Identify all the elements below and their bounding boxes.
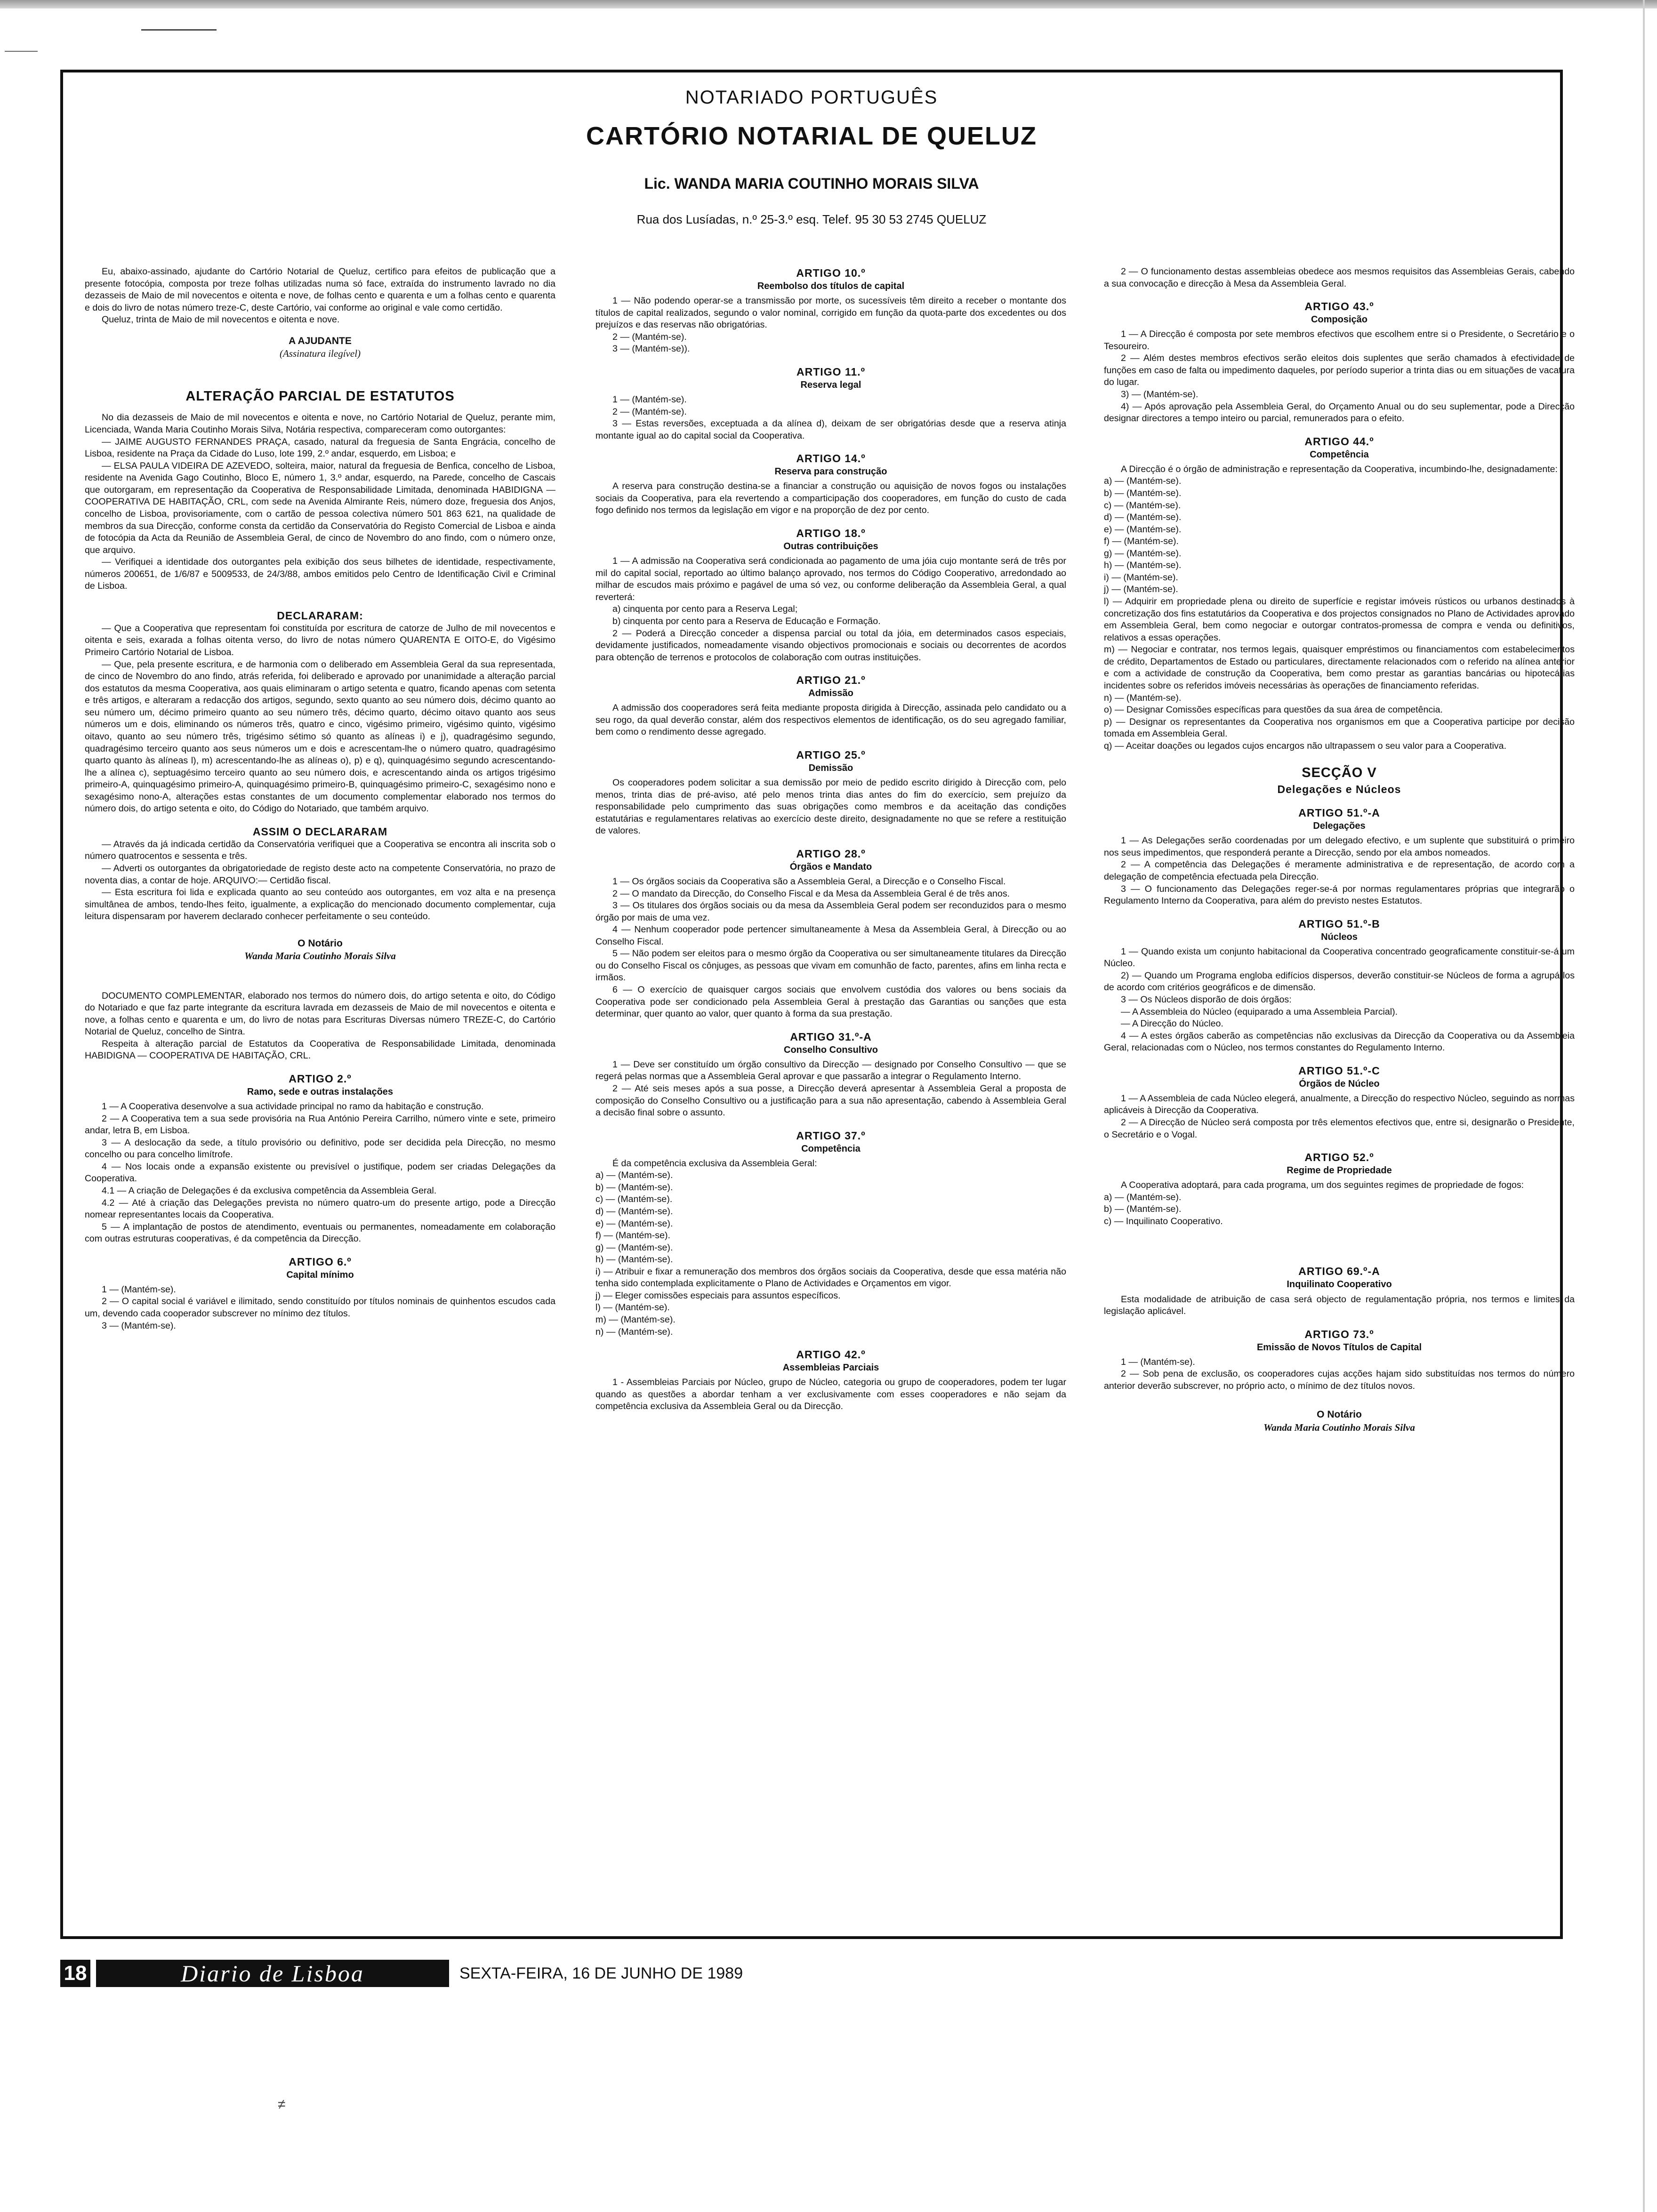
article-title: ARTIGO 51.º-C: [1298, 1064, 1380, 1077]
paragraph: c) — Inquilinato Cooperativo.: [1104, 1216, 1223, 1226]
paragraph: j) — Eleger comissões especiais para assuntos específicos.: [595, 1290, 841, 1301]
paragraph: 2 — Sob pena de exclusão, os cooperadores cujas acções hajam sido substituídas nos termos do número anterior deverão subscrever, no próprio acto, o mínimo de dez títulos novos.: [1104, 1369, 1575, 1391]
article-body: [1104, 835, 1575, 907]
article-title: ARTIGO 11.º: [796, 365, 865, 378]
article-subtitle: Emissão de Novos Títulos de Capital: [1256, 1342, 1422, 1353]
article-body: [1104, 1294, 1575, 1318]
paragraph: n) — (Mantém-se).: [1104, 692, 1182, 703]
article-subtitle: Competência: [801, 1143, 861, 1154]
paragraph: 3 — Os titulares dos órgãos sociais ou da mesa da Assembleia Geral podem ser reconduzidos para o mesmo órgão por mais de uma vez.: [595, 900, 1066, 923]
article-subtitle: Reserva para construção: [774, 466, 887, 477]
paragraph: 2 — O mandato da Direcção, do Conselho Fiscal e da Mesa da Assembleia Geral é de três anos.: [612, 888, 1010, 899]
notary-masthead: [60, 87, 1563, 227]
paragraph: 1 — A Cooperativa desenvolve a sua actividade principal no ramo da habitação e construção.: [102, 1101, 484, 1112]
heading-assim: ASSIM O DECLARARAM: [252, 825, 388, 838]
paragraph: 2 — A competência das Delegações é meramente administrativa e de representação, de acordo com a delegação de competência efectuada pela Direcção.: [1104, 859, 1575, 882]
paragraph: 1 — Os órgãos sociais da Cooperativa são a Assembleia Geral, a Direcção e o Conselho Fiscal.: [612, 876, 1006, 887]
assim-text: [85, 839, 555, 923]
masthead-org: NOTARIADO PORTUGUÊS: [685, 87, 938, 108]
paragraph: a) — (Mantém-se).: [1104, 1192, 1182, 1202]
paragraph: b) — (Mantém-se).: [1104, 488, 1182, 498]
article-title: ARTIGO 37.º: [796, 1129, 866, 1142]
paragraph: 1 — (Mantém-se).: [102, 1284, 176, 1295]
paragraph: — A Assembleia do Núcleo (equiparado a uma Assembleia Parcial).: [1121, 1006, 1398, 1017]
paragraph: — Através da já indicada certidão da Conservatória verifiquei que a Cooperativa se encontra ali inscrita sob o número quatrocentos e sessenta e três.: [85, 839, 555, 862]
paragraph: c) — (Mantém-se).: [1104, 500, 1181, 511]
article-body: [595, 876, 1066, 1020]
paragraph: a) — (Mantém-se).: [595, 1170, 673, 1181]
paragraph: 4 — Nenhum cooperador pode pertencer simultaneamente à Mesa da Assembleia Geral, à Direcção ou ao Conselho Fiscal.: [595, 924, 1066, 947]
article-title: ARTIGO 73.º: [1304, 1328, 1374, 1340]
article-title: ARTIGO 10.º: [796, 267, 866, 279]
article-title: ARTIGO 21.º: [796, 674, 866, 687]
paragraph: 3 — A deslocação da sede, a título provisório ou definitivo, pode ser decidida pela Direcção, no mesmo concelho ou para concelho limítrofe.: [85, 1137, 555, 1160]
article-subtitle: Reserva legal: [800, 379, 861, 390]
paragraph: 5 — A implantação de postos de atendimento, eventuais ou permanentes, nomeadamente em colaboração com outras estruturas cooperativas, é da competência da Direcção.: [85, 1221, 555, 1244]
paragraph: — Que a Cooperativa que representam foi constituída por escritura de catorze de Julho de mil novecentos e oitenta e seis, exarada a folhas oitenta verso, do livro de notas número QUARENTA E OITO-E, do Vigésimo Primeiro Cartório Notarial de Lisboa.: [85, 623, 555, 657]
paragraph: 1 — A admissão na Cooperativa será condicionada ao pagamento de uma jóia cujo montante será de três por mil do capital social, reportado ao último balanço aprovado, nos termos do Código Cooperativo, arredondado ao milhar de escudos mais próximo e pagável de uma só vez, ou conforme deliberação da Assembleia Geral, a qual reverterá:: [595, 556, 1066, 602]
article-title: ARTIGO 28.º: [796, 847, 866, 860]
heading-declararam: DECLARARAM:: [277, 609, 363, 622]
article-body: [595, 702, 1066, 738]
paragraph: 3 — Os Núcleos disporão de dois órgãos:: [1121, 994, 1292, 1005]
article-subtitle: Órgãos de Núcleo: [1299, 1078, 1380, 1089]
paragraph: Respeita à alteração parcial de Estatutos da Cooperativa de Responsabilidade Limitada, denominada HABIDIGNA — COOPERATIVA DE HABITAÇÃO, CRL.: [85, 1038, 555, 1061]
column-left: [85, 266, 555, 1332]
paragraph: 2 — A Direcção de Núcleo será composta por três elementos efectivos que, entre si, designarão o Presidente, o Secretário e o Vogal.: [1104, 1117, 1575, 1140]
paragraph: Eu, abaixo-assinado, ajudante do Cartório Notarial de Queluz, certifico para efeitos de publicação que a presente fotocópia, composta por treze folhas utilizadas numa só face, extraída do instrumento lavrado no dia dezasseis de Maio de mil novecentos e oitenta e nove, de folhas cento e quarenta e um a folhas cento e quarenta e dois do livro de notas número treze-C, deste Cartório, vai conforme ao original e vale como certidão.: [85, 266, 555, 313]
paragraph: 2 — O funcionamento destas assembleias obedece aos mesmos requisitos das Assembleias Gerais, cabendo a sua convocação e direcção à Mesa da Assembleia Geral.: [1104, 266, 1575, 289]
page-footer: [60, 1960, 1563, 1987]
paragraph: — A Direcção do Núcleo.: [1121, 1018, 1223, 1029]
notario-role: O Notário: [1317, 1409, 1362, 1420]
paragraph: h) — (Mantém-se).: [1104, 560, 1182, 571]
masthead-notary: Lic. WANDA MARIA COUTINHO MORAIS SILVA: [644, 175, 979, 192]
paragraph: 6 — O exercício de quaisquer cargos sociais que envolvem custódia dos valores ou bens sociais da Cooperativa pode ser condicionado pela Assembleia Geral à prestação das Garantias ou sanções que esta determinar, quer quanto ao valor, quer quanto à forma da sua prestação.: [595, 985, 1066, 1019]
page-number: 18: [60, 1960, 90, 1987]
scan-mark: [5, 51, 38, 52]
paragraph: o) — Designar Comissões específicas para questões da sua área de competência.: [1104, 705, 1443, 715]
declararam-text: [85, 623, 555, 815]
section-heading: SECÇÃO V: [1302, 765, 1377, 781]
paragraph: 1 — A Direcção é composta por sete membros efectivos que escolhem entre si o Presidente, o Secretário e o Tesoureiro.: [1104, 329, 1575, 352]
paragraph: Os cooperadores podem solicitar a sua demissão por meio de pedido escrito dirigido à Direcção com, pelo menos, trinta dias de pré-aviso, até pelo menos trinta dias antes do fim do exercício, sem prejuízo da responsabilidade pelo cumprimento das suas obrigações como membros e da aceitação das condições estatutárias e regulamentares relativas ao exercício deste direito, designadamente no que se refere a restituição de valores.: [595, 777, 1066, 836]
paragraph: A Direcção é o órgão de administração e representação da Cooperativa, incumbindo-lhe, designadamente:: [1121, 464, 1558, 474]
article-title: ARTIGO 18.º: [796, 527, 866, 540]
article-subtitle: Reembolso dos títulos de capital: [757, 281, 905, 291]
paragraph: n) — (Mantém-se).: [595, 1326, 673, 1337]
paragraph: Queluz, trinta de Maio de mil novecentos e oitenta e nove.: [102, 314, 340, 325]
paragraph: 1 — Não podendo operar-se a transmissão por morte, os sucessíveis têm direito a receber o montante dos títulos de capital realizados, segundo o valor nominal, corrigido em função da quota-parte dos excedentes ou dos prejuízos e das reservas não obrigatórias.: [595, 296, 1066, 330]
paragraph: m) — (Mantém-se).: [595, 1314, 676, 1325]
masthead-address: Rua dos Lusíadas, n.º 25-3.º esq. Telef. 95 30 53 2745 QUELUZ: [636, 212, 987, 226]
article-body: [595, 481, 1066, 517]
scan-border-top: [0, 0, 1657, 8]
paragraph: — ELSA PAULA VIDEIRA DE AZEVEDO, solteira, maior, natural da freguesia de Benfica, concelho de Lisboa, residente na Avenida Gago Coutinho, Bloco E, número 1, 3.º andar, esquerdo, na Parede, concelho de Cascais que outorgaram, em representação da Cooperativa de Responsabilidade Limitada, denominada HABIDIGNA — COOPERATIVA DE HABITAÇÃO, CRL, com sede na Avenida Almirante Reis, número doze, freguesia dos Anjos, concelho de Lisboa, provisoriamente, com o cartão de pessoa colectiva número 501 863 621, na qualidade de membros da sua Direcção, conforme consta da certidão da Conservatória do Registo Comercial de Lisboa e ainda de fotocópia da Acta da Reunião de Assembleia Geral, de cinco de Novembro do ano findo, com o número onze, que arquivo.: [85, 460, 555, 555]
scan-edge-right: [1643, 0, 1645, 2212]
article-subtitle: Núcleos: [1321, 931, 1358, 942]
article-subtitle: Conselho Consultivo: [784, 1044, 878, 1055]
article-subtitle: Demissão: [808, 762, 853, 773]
paragraph: 3 — (Mantém-se).: [102, 1320, 176, 1331]
paragraph: A reserva para construção destina-se a financiar a construção ou aquisição de novos fogos ou instalações sociais da Cooperativa, para ela revertendo a comparticipação dos cooperadores, em função do custo de cada fogo definido nos termos da legislação em vigor e na proporção de dez por cento.: [595, 481, 1066, 516]
article-body: [1104, 1356, 1575, 1393]
paragraph: g) — (Mantém-se).: [595, 1242, 673, 1253]
paragraph: 3) — (Mantém-se).: [1121, 389, 1199, 400]
article-subtitle: Outras contribuições: [783, 541, 878, 552]
article-title: ARTIGO 42.º: [796, 1348, 866, 1361]
article-body: [595, 394, 1066, 442]
paragraph: 1 — (Mantém-se).: [612, 394, 687, 405]
paragraph: 1 — Quando exista um conjunto habitacional da Cooperativa concentrado geograficamente constituir-se-á um Núcleo.: [1104, 946, 1575, 969]
article-subtitle: Órgãos e Mandato: [789, 861, 872, 872]
paragraph: a) cinquenta por cento para a Reserva Legal;: [612, 604, 798, 615]
notario-role: O Notário: [298, 938, 343, 949]
paragraph: 5 — Não podem ser eleitos para o mesmo órgão da Cooperativa ou ser simultaneamente titulares da Direcção ou do Conselho Fiscal os cônjuges, as pessoas que vivam em comunhão de facto, parentes, afins em linha recta e irmãos.: [595, 948, 1066, 983]
article-subtitle: Competência: [1310, 449, 1369, 460]
article-subtitle: Admissão: [808, 688, 853, 699]
paragraph: — Esta escritura foi lida e explicada quanto ao seu conteúdo aos outorgantes, em voz alta e na presença simultânea de ambos, tendo-lhes feito, igualmente, a explicação do mencionado documento complementar, cuja leitura dispensaram por haverem declarado conhecer perfeitamente o seu conteúdo.: [85, 887, 555, 922]
paragraph: É da competência exclusiva da Assembleia Geral:: [612, 1158, 817, 1169]
article-subtitle: Capital mínimo: [286, 1269, 354, 1280]
notario-name: Wanda Maria Coutinho Morais Silva: [1263, 1421, 1415, 1433]
article-title: ARTIGO 43.º: [1304, 300, 1374, 313]
paragraph: f) — (Mantém-se).: [1104, 536, 1179, 547]
notario-name: Wanda Maria Coutinho Morais Silva: [244, 950, 396, 962]
paragraph: p) — Designar os representantes da Cooperativa nos organismos em que a Cooperativa participe por decisão tomada em Assembleia Geral.: [1104, 716, 1575, 739]
article-title: ARTIGO 51.º-A: [1298, 807, 1380, 819]
paragraph: 3 — (Mantém-se)).: [612, 344, 690, 354]
issue-date: SEXTA-FEIRA, 16 DE JUNHO DE 1989: [459, 1964, 743, 1982]
article-title: ARTIGO 2.º: [289, 1072, 352, 1085]
paragraph: j) — (Mantém-se).: [1104, 584, 1178, 595]
article-title: ARTIGO 51.º-B: [1298, 917, 1380, 930]
paragraph: — JAIME AUGUSTO FERNANDES PRAÇA, casado, natural da freguesia de Santa Engrácia, concelho de Lisboa, residente na Praça da Cidade do Luso, lote 199, 2.º andar, esquerdo, em Lisboa; e: [85, 436, 555, 459]
paragraph: 4 — Nos locais onde a expansão existente ou previsível o justifique, podem ser criadas Delegações da Cooperativa.: [85, 1161, 555, 1184]
article-body: [595, 1377, 1066, 1413]
paragraph: A admissão dos cooperadores será feita mediante proposta dirigida à Direcção, assinada pelo candidato ou a seu rogo, da qual deverão constar, além dos respectivos elementos de identificação, os do seu agregado familiar, bem como o rendimento desse agregado.: [595, 703, 1066, 737]
paragraph: 2 — (Mantém-se).: [612, 331, 687, 342]
paragraph: DOCUMENTO COMPLEMENTAR, elaborado nos termos do número dois, do artigo setenta e oito, do Código do Notariado e que faz parte integrante da escritura lavrada em dezasseis de Maio de mil novecentos e oitenta e nove, a folhas cento e quarenta e um, do livro de notas para Escrituras Diversas número TREZE-C, do Cartório Notarial de Queluz, concelho de Sintra.: [85, 990, 555, 1037]
stray-mark: ≠: [278, 2097, 286, 2112]
column-right: [1104, 266, 1575, 1434]
paragraph: A Cooperativa adoptará, para cada programa, um dos seguintes regimes de propriedade de fogos:: [1121, 1180, 1524, 1191]
article-subtitle: Composição: [1311, 314, 1368, 325]
paragraph: l) — Adquirir em propriedade plena ou direito de superfície e registar imóveis rústicos ou urbanos destinados à concretização dos fins estatutários da Cooperativa e dos projectos consignados no Plano de Actividades aprovado em Assembleia Geral, bem como negociar e outorgar contratos-promessa de compra e venda ou definitivos, relativos a essas operações.: [1104, 596, 1575, 643]
article-body: [85, 1284, 555, 1332]
article-subtitle: Assembleias Parciais: [782, 1362, 879, 1373]
article-subtitle: Delegações: [1313, 821, 1366, 832]
paragraph: 1 — (Mantém-se).: [1121, 1356, 1195, 1367]
paragraph: 2 — A Cooperativa tem a sua sede provisória na Rua António Pereira Carrilho, número vinte e sete, primeiro andar, letra B, em Lisboa.: [85, 1113, 555, 1136]
paragraph: a) — (Mantém-se).: [1104, 476, 1182, 487]
paragraph: 2 — Até seis meses após a sua posse, a Direcção deverá apresentar à Assembleia Geral a proposta de composição do Conselho Consultivo ou a justificação para a sua não apresentação, cabendo à Assembleia Geral a decisão final sobre o assunto.: [595, 1083, 1066, 1118]
newspaper-logo: Diario de Lisboa: [96, 1960, 449, 1987]
paragraph: g) — (Mantém-se).: [1104, 548, 1182, 559]
paragraph: b) — (Mantém-se).: [1104, 1204, 1182, 1215]
article-subtitle: Ramo, sede e outras instalações: [247, 1086, 394, 1097]
paragraph: 4 — A estes órgãos caberão as competências não exclusivas da Direcção da Cooperativa ou da Assembleia Geral, relacionadas com o Núcleo, nos termos constantes do Regulamento Interno.: [1104, 1030, 1575, 1053]
paragraph: 4.2 — Até à criação das Delegações prevista no número quatro-um do presente artigo, pode a Direcção nomear representantes locais da Cooperativa.: [85, 1197, 555, 1220]
article-title: ARTIGO 14.º: [796, 452, 866, 465]
article-body: [1104, 946, 1575, 1054]
paragraph: d) — (Mantém-se).: [595, 1206, 673, 1217]
paragraph: b) — (Mantém-se).: [595, 1182, 673, 1193]
paragraph: 1 — A Assembleia de cada Núcleo elegerá, anualmente, a Direcção do respectivo Núcleo, seguindo as normas aplicáveis à Direcção da Cooperativa.: [1104, 1093, 1575, 1116]
article-body: [1104, 329, 1575, 425]
paragraph: m) — Negociar e contratar, nos termos legais, quaisquer empréstimos ou financiamentos com estabelecimentos de crédito, Departamentos de Estado ou particulares, directamente relacionados com o referido na alínea anterior e com a actividade de construção da Cooperativa, bem como prestar as garantias bancárias ou hipotecárias incidentes sobre os referidos imóveis necessárias às operações de financiamento referidas.: [1104, 644, 1575, 691]
paragraph: 2 — Além destes membros efectivos serão eleitos dois suplentes que serão chamados à efectividade de funções em caso de falta ou impedimento daqueles, por período superior a trinta dias ou em situações de vacatura do lugar.: [1104, 353, 1575, 388]
ajudante-role: A AJUDANTE: [289, 335, 352, 346]
paragraph: b) cinquenta por cento para a Reserva de Educação e Formação.: [612, 616, 881, 626]
article-body: [595, 555, 1066, 664]
paragraph: d) — (Mantém-se).: [1104, 512, 1182, 523]
masthead-title: CARTÓRIO NOTARIAL DE QUELUZ: [586, 122, 1037, 150]
paragraph: 2) — Quando um Programa engloba edifícios dispersos, deverão constituir-se Núcleos de forma a agrupá-los de acordo com critérios geográficos e de dimensão.: [1104, 970, 1575, 993]
certificate-text: [85, 266, 555, 326]
paragraph: 3 — Estas reversões, exceptuada a da alínea d), deixam de ser obrigatórias desde que a reserva atinja montante igual ao do capital social da Cooperativa.: [595, 418, 1066, 441]
article-subtitle: Regime de Propriedade: [1287, 1165, 1392, 1176]
article-body: [595, 777, 1066, 837]
paragraph: h) — (Mantém-se).: [595, 1254, 673, 1265]
paragraph: f) — (Mantém-se).: [595, 1230, 670, 1241]
heading-alteracao: ALTERAÇÃO PARCIAL DE ESTATUTOS: [185, 388, 455, 404]
article-body: [1104, 464, 1575, 753]
column-middle: [595, 266, 1066, 1413]
article-title: ARTIGO 69.º-A: [1298, 1265, 1380, 1278]
paragraph: 2 — (Mantém-se).: [612, 406, 687, 417]
article-body: [595, 295, 1066, 355]
paragraph: q) — Aceitar doações ou legados cujos encargos não ultrapassem o seu valor para a Cooperativa.: [1104, 740, 1507, 751]
article-subtitle: Inquilinato Cooperativo: [1287, 1279, 1392, 1290]
paragraph: 2 — Poderá a Direcção conceder a dispensa parcial ou total da jóia, em determinados casos especiais, devidamente justificados, nomeadamente visando objectivos promocionais e sociais ou decorrentes de acordos para obtenção de terrenos e protocolos de colaboração com outras instituições.: [595, 628, 1066, 663]
paragraph: 1 - Assembleias Parciais por Núcleo, grupo de Núcleo, categoria ou grupo de cooperadores, podem ter lugar quando as questões a abordar tenham a ver exclusivamente com esses cooperadores e não sejam da competência exclusiva da Assembleia Geral ou da Direcção.: [595, 1377, 1066, 1412]
article-body: [85, 1101, 555, 1245]
intro-text: [85, 412, 555, 592]
article-body: [1104, 1093, 1575, 1141]
section-subheading: Delegações e Núcleos: [1277, 783, 1401, 796]
paragraph: 1 — Deve ser constituído um órgão consultivo da Direcção — designado por Conselho Consultivo — que se regerá pelas normas que a Assembleia Geral aprovar e que passarão a integrar o Regulamento Interno.: [595, 1059, 1066, 1082]
paragraph: 1 — As Delegações serão coordenadas por um delegado efectivo, e um suplente que substituirá o primeiro nos seus impedimentos, que responderá perante a Direcção, sendo por ela ambos nomeados.: [1104, 835, 1575, 858]
section-title: [1104, 764, 1575, 796]
article-title: ARTIGO 6.º: [289, 1255, 352, 1268]
article-title: ARTIGO 44.º: [1304, 435, 1374, 448]
paragraph: — Adverti os outorgantes da obrigatoriedade de registo deste acto na competente Conservatória, no prazo de noventa dias, a contar de hoje. ARQUIVO:— Certidão fiscal.: [85, 863, 555, 886]
paragraph: i) — Atribuir e fixar a remuneração dos membros dos órgãos sociais da Cooperativa, desde que essa matéria não tenha sido contemplada explicitamente o Plano de Actividades e Orçamentos em vigor.: [595, 1266, 1066, 1289]
article-title: ARTIGO 25.º: [796, 748, 866, 761]
article-body: [1104, 1179, 1575, 1227]
article-title: ARTIGO 52.º: [1304, 1151, 1374, 1164]
paragraph: l) — (Mantém-se).: [595, 1302, 670, 1313]
article-body: [595, 1059, 1066, 1119]
paragraph: — Verifiquei a identidade dos outorgantes pela exibição dos seus bilhetes de identidade, respectivamente, números 200651, de 1/6/87 e 5009533, de 24/3/88, ambos emitidos pelo Centro de Identificação Civil e Criminal de Lisboa.: [85, 557, 555, 592]
paragraph: i) — (Mantém-se).: [1104, 572, 1178, 583]
scan-mark: [141, 29, 217, 31]
paragraph: — Que, pela presente escritura, e de harmonia com o deliberado em Assembleia Geral da sua representada, de cinco de Novembro do ano findo, atrás referida, foi deliberado e aprovado por unanimidade a alteração parcial dos estatutos da mesma Cooperativa, aos quais eliminaram o artigo setenta e quatro, ficando apenas com setenta e três artigos, e alteraram a redacção dos artigos, segundo, sexto quanto ao seu número dois, décimo quanto ao seu número um, décimo primeiro quanto ao seu número três, décimo quarto, décimo oitavo quanto aos seus números um e dois, eliminando os números três, quatro e cinco, vigésimo primeiro, vigésimo quinto, vigésimo oitavo, quanto ao seu número três, trigésimo sétimo só quanto as alíneas i) e j), quadragésimo segundo, quadragésimo terceiro quanto aos seus números um e dois e acrescentam-lhe o número quatro, quadragésimo quarto quanto às alíneas l), m) acrescentando-lhe as alíneas o), p) e q), quinquagésimo segundo acrescentando-lhe a alínea c), septuagésimo terceiro quanto ao seu número dois, e acrescentando ainda os artigos trigésimo primeiro-A, quinquagésimo primeiro-A, quinquagésimo primeiro-B, quinquagésimo primeiro-C, sexagésimo nono e sexagésimo nono-A, alterações estas constantes de um documento complementar elaborado nos termos do número dois, do artigo setenta e oito, do Código do Notariado, que também arquivo.: [85, 659, 555, 814]
paragraph: No dia dezasseis de Maio de mil novecentos e oitenta e nove, no Cartório Notarial de Queluz, perante mim, Licenciada, Wanda Maria Coutinho Morais Silva, Notária respectiva, compareceram como outorgantes:: [85, 412, 555, 435]
article-body: [1104, 266, 1575, 290]
paragraph: e) — (Mantém-se).: [595, 1218, 673, 1229]
paragraph: 4.1 — A criação de Delegações é da exclusiva competência da Assembleia Geral.: [102, 1186, 437, 1196]
documento-complementar: [85, 990, 555, 1062]
paragraph: 2 — O capital social é variável e ilimitado, sendo constituído por títulos nominais de quinhentos escudos cada um, devendo cada cooperador subscrever no mínimo dez títulos.: [85, 1296, 555, 1319]
paragraph: Esta modalidade de atribuição de casa será objecto de regulamentação própria, nos termos e limites da legislação aplicável.: [1104, 1294, 1575, 1317]
article-title: ARTIGO 31.º-A: [790, 1030, 872, 1043]
paragraph: 4) — Após aprovação pela Assembleia Geral, do Orçamento Anual ou do seu suplementar, pode a Direcção designar directores a tempo inteiro ou parcial, remunerados para o efeito.: [1104, 401, 1575, 424]
paragraph: 3 — O funcionamento das Delegações reger-se-á por normas regulamentares próprias que integrarão o Regulamento Interno da Cooperativa, para além do previsto nestes Estatutos.: [1104, 883, 1575, 906]
ajudante-signature: (Assinatura ilegível): [279, 348, 361, 360]
paragraph: c) — (Mantém-se).: [595, 1194, 673, 1205]
article-body: [595, 1158, 1066, 1338]
paragraph: e) — (Mantém-se).: [1104, 524, 1182, 535]
